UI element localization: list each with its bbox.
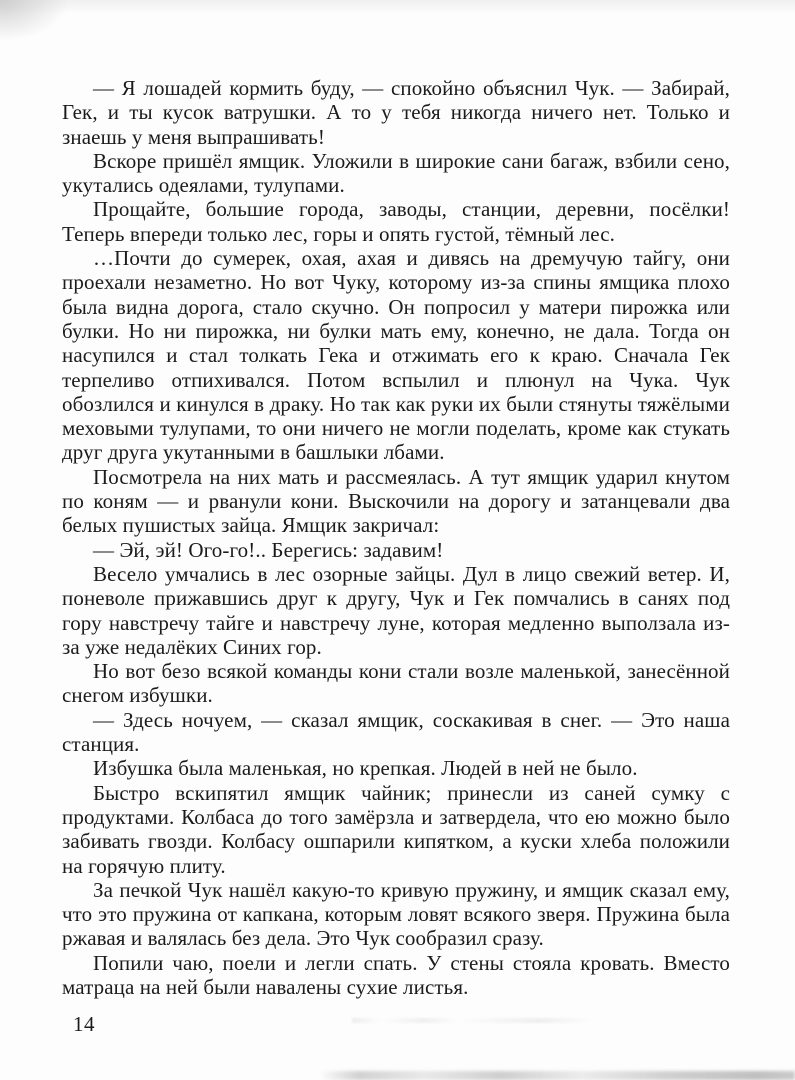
scan-showthrough-marks (352, 1018, 592, 1023)
paragraph: За печкой Чук нашёл какую-то кривую пружину, и ямщик сказал ему, что это пружина от капкана, которым ловят всякого зверя. Пружина была ржавая и валялась без дела. Это Чук сообразил сразу. (62, 877, 730, 951)
scan-corner-shade (0, 0, 70, 42)
scan-bottom-smudge (320, 1071, 795, 1080)
paragraph: Но вот безо всякой команды кони стали возле маленькой, занесённой снегом избушки. (62, 659, 730, 708)
paragraph: Прощайте, большие города, заводы, станции, деревни, посёлки! Теперь впереди только лес, горы и опять густой, тёмный лес. (62, 197, 730, 246)
paragraph: Посмотрела на них мать и рассмеялась. А тут ямщик ударил кнутом по коням — и рванули кони. Выскочили на дорогу и затанцевали два белых пушистых зайца. Ямщик закричал: (62, 464, 730, 538)
paragraph: Попили чаю, поели и легли спать. У стены стояла кровать. Вместо матраца на ней были навалены сухие листья. (62, 950, 730, 999)
paragraph: Быстро вскипятил ямщик чайник; принесли из саней сумку с продуктами. Колбаса до того замёрзла и затвердела, что ею можно было забивать гвозди. Колбасу ошпарили кипятком, а куски хлеба положили на горячую плиту. (62, 780, 730, 878)
paragraph: — Эй, эй! Ого-го!.. Берегись: задавим! (93, 537, 444, 562)
paragraph: — Здесь ночуем, — сказал ямщик, соскакивая в снег. — Это наша станция. (62, 707, 730, 757)
page-number: 14 (73, 1012, 95, 1036)
text-block (62, 76, 730, 999)
paragraph: — Я лошадей кормить буду, — спокойно объяснил Чук. — Забирай, Гек, и ты кусок ватрушки. А то у тебя никогда ничего нет. Только и знаешь у меня выпрашивать! (62, 76, 730, 149)
paragraph: …Почти до сумерек, охая, ахая и дивясь на дремучую тайгу, они проехали незаметно. Но вот Чуку, которому из-за спины ямщика плохо была видна дорога, стало скучно. Он попросил у матери пирожка или булки. Но ни пирожка, ни булки мать ему, конечно, не дала. Тогда он насупился и стал толкать Гека и отжимать его к краю. Сначала Гек терпеливо отпихивался. Потом вспылил и плюнул на Чука. Чук обозлился и кинулся в драку. Но так как руки их были стянуты тяжёлыми меховыми тулупами, то они ничего не могли поделать, кроме как стукать друг друга укутанными в башлыки лбами. (62, 246, 730, 465)
paragraph: Вскоре пришёл ямщик. Уложили в широкие сани багаж, взбили сено, укутались одеялами, тулупами. (62, 148, 730, 198)
scan-top-edge-shade (0, 0, 795, 14)
paragraph: Избушка была маленькая, но крепкая. Людей в ней не было. (93, 756, 638, 781)
paragraph: Весело умчались в лес озорные зайцы. Дул в лицо свежий ветер. И, поневоле прижавшись друг к другу, Чук и Гек помчались в санях под гору навстречу тайге и навстречу луне, которая медленно выползала из-за уже недалёких Синих гор. (62, 561, 730, 659)
